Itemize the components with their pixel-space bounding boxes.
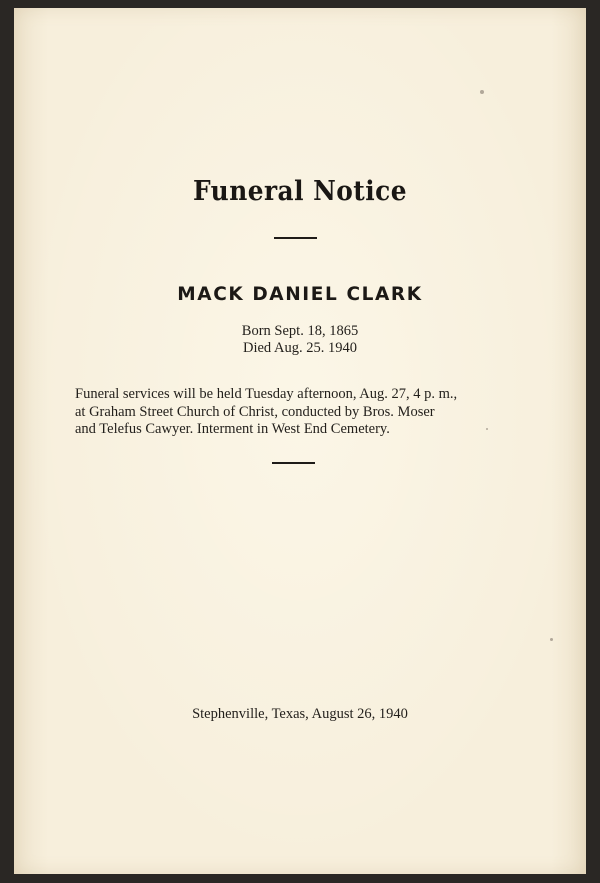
services-line: Funeral services will be held Tuesday afternoon, Aug. 27, 4 p. m., [75,386,458,402]
place-date-line: Stephenville, Texas, August 26, 1940 [192,706,408,722]
death-date: Died Aug. 25. 1940 [243,340,357,356]
services-line: and Telefus Cawyer. Interment in West End Cemetery. [75,421,390,437]
paper-speck [480,90,484,94]
services-line: at Graham Street Church of Christ, conducted by Bros. Moser [75,403,435,420]
services-paragraph [75,386,545,439]
life-dates [14,323,586,357]
paper-sheet [14,8,586,874]
notice-title: Funeral Notice [193,176,407,207]
paper-speck [486,428,488,430]
paper-speck [550,638,553,641]
divider-top [274,237,317,239]
divider-bottom [272,462,315,464]
deceased-name: MACK DANIEL CLARK [177,284,423,305]
birth-date: Born Sept. 18, 1865 [241,323,359,339]
